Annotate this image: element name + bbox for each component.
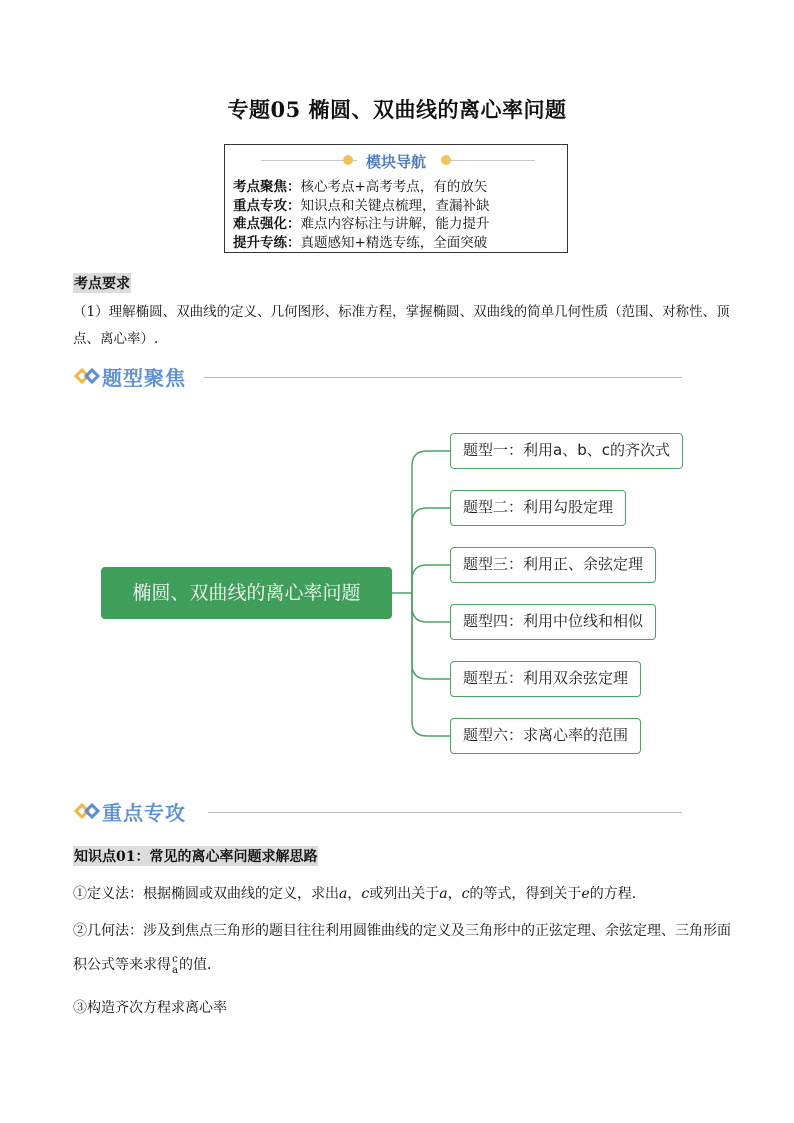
text-span: ， <box>447 886 462 902</box>
text-span: ①定义法：根据椭圆或双曲线的定义，求出 <box>73 886 339 902</box>
mindmap-branch-type-3: 题型三：利用正、余弦定理 <box>450 547 656 583</box>
fraction-denominator: a <box>172 965 178 976</box>
section-divider <box>208 812 682 813</box>
text-span: 的值． <box>178 957 221 973</box>
mindmap-root-node: 椭圆、双曲线的离心率问题 <box>101 567 392 619</box>
math-var: e <box>581 886 590 902</box>
method-definition-paragraph <box>73 880 733 908</box>
section-header-question-types <box>74 362 684 392</box>
nav-item-label: 重点专攻： <box>233 197 301 214</box>
module-nav-box <box>224 144 568 253</box>
module-nav-item <box>233 215 490 234</box>
math-var: c <box>361 886 370 902</box>
nav-item-text: 知识点和关键点梳理，查漏补缺 <box>300 197 490 214</box>
text-span: ②几何法：涉及到焦点三角形的题目往往利用圆锥曲线的定义及三角形中的正弦定理、余弦定理、三角形面积公式等来求得 <box>73 923 731 973</box>
mindmap-branch-type-2: 题型二：利用勾股定理 <box>450 490 626 526</box>
section-title: 重点专攻 <box>102 801 186 825</box>
text-span: ， <box>347 886 362 902</box>
requirements-label: 考点要求 <box>73 273 131 293</box>
diamond-arrows-icon <box>74 801 100 821</box>
math-var: a <box>439 886 448 902</box>
page-title: 专题05 椭圆、双曲线的离心率问题 <box>227 97 567 122</box>
module-nav-item <box>233 178 490 197</box>
math-var: a <box>339 886 348 902</box>
fraction-numerator: c <box>172 954 178 965</box>
section-header-key-topics <box>74 797 684 827</box>
mindmap-branch-type-4: 题型四：利用中位线和相似 <box>450 604 656 640</box>
module-nav-item <box>233 197 490 216</box>
section-title: 题型聚焦 <box>102 366 186 390</box>
math-var: c <box>461 886 470 902</box>
module-nav-header <box>225 151 567 171</box>
diamond-arrows-icon <box>74 366 100 386</box>
mindmap-branch-type-5: 题型五：利用双余弦定理 <box>450 661 641 697</box>
module-nav-item <box>233 234 490 253</box>
requirements-text: （1）理解椭圆、双曲线的定义、几何图形、标准方程，掌握椭圆、双曲线的简单几何性质（范围、对称性、顶点、离心率）. <box>73 304 730 347</box>
nav-item-label: 提升专练： <box>233 234 301 251</box>
text-span: 的方程． <box>589 886 646 902</box>
mindmap-branch-type-1: 题型一：利用a、b、c的齐次式 <box>450 433 683 469</box>
section-divider <box>204 377 682 378</box>
knowledge-point-title: 知识点01：常见的离心率问题求解思路 <box>73 846 318 866</box>
text-span: 或列出关于 <box>369 886 440 902</box>
text-span: 的等式，得到关于 <box>469 886 582 902</box>
nav-item-label: 难点强化： <box>233 216 301 232</box>
nav-item-text: 难点内容标注与讲解，能力提升 <box>300 216 490 232</box>
fraction-c-over-a <box>172 954 178 976</box>
nav-item-text: 真题感知+精选专练，全面突破 <box>300 234 488 251</box>
nav-item-text: 核心考点+高考考点，有的放矢 <box>300 179 488 195</box>
nav-item-label: 考点聚焦： <box>233 179 301 195</box>
mindmap-branch-type-6: 题型六：求离心率的范围 <box>450 718 641 754</box>
method-geometry-paragraph <box>73 914 733 982</box>
nav-divider-right <box>449 160 535 161</box>
method-homogeneous-paragraph: ③构造齐次方程求离心率 <box>73 1000 227 1016</box>
module-nav-title: 模块导航 <box>365 153 426 171</box>
module-nav-list <box>233 178 490 252</box>
